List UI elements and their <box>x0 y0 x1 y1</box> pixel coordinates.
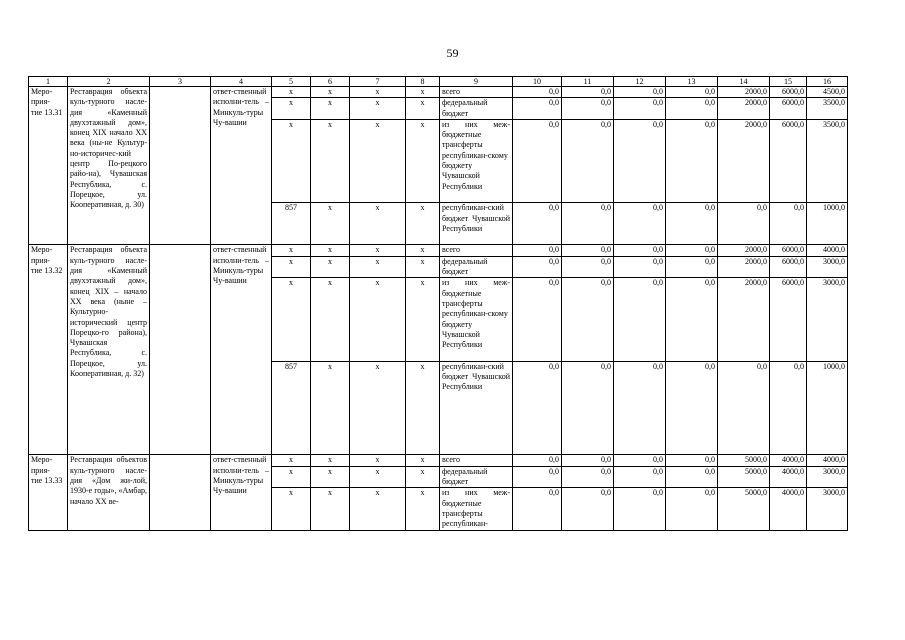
amount-cell: 0,0 <box>614 87 666 98</box>
amount-cell: 0,0 <box>718 203 770 245</box>
column-number-header: 4 <box>211 77 272 87</box>
amount-cell: 0,0 <box>666 278 718 361</box>
amount-cell: 4500,0 <box>807 87 848 98</box>
amount-cell: 6000,0 <box>770 98 807 120</box>
code-cell: x <box>272 466 311 488</box>
code-cell: 857 <box>272 203 311 245</box>
code-cell: x <box>311 245 350 256</box>
code-cell: x <box>311 98 350 120</box>
column-number-header: 12 <box>614 77 666 87</box>
amount-cell: 0,0 <box>562 245 614 256</box>
amount-cell: 0,0 <box>513 87 562 98</box>
amount-cell: 0,0 <box>666 466 718 488</box>
column-number-header: 5 <box>272 77 311 87</box>
column-number-header: 7 <box>350 77 406 87</box>
column-number-header: 13 <box>666 77 718 87</box>
amount-cell: 4000,0 <box>807 455 848 466</box>
amount-cell: 0,0 <box>513 256 562 278</box>
column-number-header: 14 <box>718 77 770 87</box>
amount-cell: 0,0 <box>614 256 666 278</box>
code-cell: x <box>272 455 311 466</box>
code-cell: x <box>350 455 406 466</box>
amount-cell: 0,0 <box>562 278 614 361</box>
amount-cell: 0,0 <box>513 361 562 455</box>
responsible-executor-cell: ответ-ственный исполни-тель – Минкуль-туры Чу-вашии <box>211 87 272 245</box>
page-number: 59 <box>446 46 459 60</box>
measure-description-cell: Реставрация объекта куль-турного насле-дия «Каменный двухэтажный дом», конец XIX начало XX века (ны-не Культур-но-историчес-кий центр По-рецкого райо-на), Чувашская Республика, с. Порецкое, ул. Кооперативная, д. 30) <box>68 87 150 245</box>
funding-source-cell: из них меж-бюджетные трансферты республикан-скому бюджету Чувашской Республики <box>440 278 513 361</box>
amount-cell: 6000,0 <box>770 256 807 278</box>
participant-cell <box>150 87 211 245</box>
amount-cell: 0,0 <box>614 203 666 245</box>
amount-cell: 0,0 <box>562 87 614 98</box>
code-cell: x <box>311 488 350 530</box>
code-cell: x <box>350 119 406 202</box>
code-cell: x <box>272 98 311 120</box>
code-cell: x <box>350 488 406 530</box>
amount-cell: 5000,0 <box>718 488 770 530</box>
amount-cell: 0,0 <box>666 98 718 120</box>
amount-cell: 0,0 <box>513 119 562 202</box>
amount-cell: 0,0 <box>562 361 614 455</box>
amount-cell: 0,0 <box>718 361 770 455</box>
amount-cell: 3500,0 <box>807 98 848 120</box>
code-cell: x <box>406 203 440 245</box>
funding-source-cell: всего <box>440 455 513 466</box>
amount-cell: 0,0 <box>562 98 614 120</box>
amount-cell: 4000,0 <box>770 466 807 488</box>
amount-cell: 4000,0 <box>770 455 807 466</box>
code-cell: x <box>311 278 350 361</box>
funding-source-cell: федеральный бюджет <box>440 98 513 120</box>
responsible-executor-cell: ответ-ственный исполни-тель – Минкуль-туры Чу-вашии <box>211 455 272 530</box>
code-cell: x <box>406 245 440 256</box>
amount-cell: 1000,0 <box>807 361 848 455</box>
amount-cell: 5000,0 <box>718 466 770 488</box>
code-cell: x <box>311 455 350 466</box>
funding-source-cell: федеральный бюджет <box>440 256 513 278</box>
amount-cell: 2000,0 <box>718 98 770 120</box>
amount-cell: 0,0 <box>513 203 562 245</box>
code-cell: x <box>272 87 311 98</box>
code-cell: x <box>311 87 350 98</box>
column-number-header: 8 <box>406 77 440 87</box>
amount-cell: 2000,0 <box>718 119 770 202</box>
code-cell: x <box>272 488 311 530</box>
measure-number-cell: Меро- прия- тие 13.31 <box>29 87 68 245</box>
table-row <box>29 87 848 98</box>
code-cell: x <box>272 256 311 278</box>
amount-cell: 0,0 <box>513 466 562 488</box>
code-cell: x <box>350 87 406 98</box>
column-number-header: 9 <box>440 77 513 87</box>
funding-source-cell: из них меж-бюджетные трансферты республикан-скому бюджету Чувашской Республики <box>440 119 513 202</box>
funding-source-cell: всего <box>440 87 513 98</box>
funding-source-cell: республикан-ский бюджет Чувашской Республики <box>440 203 513 245</box>
amount-cell: 0,0 <box>562 488 614 530</box>
amount-cell: 6000,0 <box>770 278 807 361</box>
column-number-header: 15 <box>770 77 807 87</box>
column-number-header: 2 <box>68 77 150 87</box>
column-number-header: 11 <box>562 77 614 87</box>
code-cell: x <box>311 466 350 488</box>
code-cell: x <box>272 119 311 202</box>
amount-cell: 0,0 <box>562 203 614 245</box>
amount-cell: 0,0 <box>666 361 718 455</box>
table-header-row <box>29 77 848 87</box>
code-cell: x <box>406 466 440 488</box>
measure-description-cell: Реставрация объекта куль-турного насле-дия «Каменный двухэтажный дом», конец XIX – начало XX века (ныне – Культурно-исторический центр Порецко-го района), Чувашская Республика, с. Порецкое, ул. Кооперативная, д. 32) <box>68 245 150 455</box>
code-cell: x <box>406 361 440 455</box>
amount-cell: 0,0 <box>666 256 718 278</box>
code-cell: x <box>350 245 406 256</box>
amount-cell: 0,0 <box>513 245 562 256</box>
amount-cell: 6000,0 <box>770 87 807 98</box>
amount-cell: 0,0 <box>614 361 666 455</box>
measure-number-cell: Меро- прия- тие 13.33 <box>29 455 68 530</box>
amount-cell: 0,0 <box>770 203 807 245</box>
amount-cell: 6000,0 <box>770 119 807 202</box>
column-number-header: 1 <box>29 77 68 87</box>
participant-cell <box>150 245 211 455</box>
column-number-header: 10 <box>513 77 562 87</box>
amount-cell: 2000,0 <box>718 278 770 361</box>
code-cell: x <box>406 488 440 530</box>
code-cell: x <box>406 256 440 278</box>
amount-cell: 3000,0 <box>807 278 848 361</box>
code-cell: x <box>406 119 440 202</box>
amount-cell: 0,0 <box>666 87 718 98</box>
code-cell: x <box>311 361 350 455</box>
funding-source-cell: федеральный бюджет <box>440 466 513 488</box>
code-cell: x <box>272 245 311 256</box>
amount-cell: 0,0 <box>666 455 718 466</box>
amount-cell: 3000,0 <box>807 256 848 278</box>
code-cell: x <box>350 98 406 120</box>
budget-table <box>28 76 848 531</box>
responsible-executor-cell: ответ-ственный исполни-тель – Минкуль-туры Чу-вашии <box>211 245 272 455</box>
amount-cell: 0,0 <box>513 98 562 120</box>
amount-cell: 0,0 <box>562 455 614 466</box>
amount-cell: 0,0 <box>614 119 666 202</box>
code-cell: x <box>350 256 406 278</box>
code-cell: x <box>350 203 406 245</box>
table-row <box>29 455 848 466</box>
amount-cell: 3000,0 <box>807 488 848 530</box>
amount-cell: 0,0 <box>562 119 614 202</box>
amount-cell: 0,0 <box>666 488 718 530</box>
amount-cell: 2000,0 <box>718 245 770 256</box>
code-cell: x <box>406 278 440 361</box>
amount-cell: 6000,0 <box>770 245 807 256</box>
amount-cell: 0,0 <box>666 119 718 202</box>
amount-cell: 1000,0 <box>807 203 848 245</box>
amount-cell: 3000,0 <box>807 466 848 488</box>
column-number-header: 3 <box>150 77 211 87</box>
code-cell: x <box>406 455 440 466</box>
code-cell: 857 <box>272 361 311 455</box>
code-cell: x <box>311 256 350 278</box>
participant-cell <box>150 455 211 530</box>
amount-cell: 0,0 <box>614 488 666 530</box>
amount-cell: 5000,0 <box>718 455 770 466</box>
amount-cell: 0,0 <box>770 361 807 455</box>
amount-cell: 0,0 <box>666 245 718 256</box>
funding-source-cell: республикан-ский бюджет Чувашской Республики <box>440 361 513 455</box>
table-row <box>29 245 848 256</box>
funding-source-cell: всего <box>440 245 513 256</box>
amount-cell: 0,0 <box>614 245 666 256</box>
code-cell: x <box>350 278 406 361</box>
code-cell: x <box>406 98 440 120</box>
column-number-header: 6 <box>311 77 350 87</box>
amount-cell: 2000,0 <box>718 87 770 98</box>
code-cell: x <box>350 361 406 455</box>
funding-source-cell: из них меж-бюджетные трансферты республикан- <box>440 488 513 530</box>
amount-cell: 0,0 <box>666 203 718 245</box>
amount-cell: 0,0 <box>614 455 666 466</box>
amount-cell: 4000,0 <box>807 245 848 256</box>
amount-cell: 0,0 <box>614 278 666 361</box>
amount-cell: 0,0 <box>513 455 562 466</box>
amount-cell: 0,0 <box>614 466 666 488</box>
amount-cell: 0,0 <box>562 466 614 488</box>
code-cell: x <box>406 87 440 98</box>
amount-cell: 2000,0 <box>718 256 770 278</box>
amount-cell: 0,0 <box>562 256 614 278</box>
amount-cell: 0,0 <box>513 488 562 530</box>
amount-cell: 4000,0 <box>770 488 807 530</box>
column-number-header: 16 <box>807 77 848 87</box>
measure-description-cell: Реставрация объектов куль-турного насле-дия «Дом жи-лой, 1930-е годы», «Амбар, начало XX ве- <box>68 455 150 530</box>
code-cell: x <box>272 278 311 361</box>
measure-number-cell: Меро- прия- тие 13.32 <box>29 245 68 455</box>
code-cell: x <box>311 203 350 245</box>
amount-cell: 0,0 <box>513 278 562 361</box>
code-cell: x <box>311 119 350 202</box>
amount-cell: 3500,0 <box>807 119 848 202</box>
amount-cell: 0,0 <box>614 98 666 120</box>
code-cell: x <box>350 466 406 488</box>
